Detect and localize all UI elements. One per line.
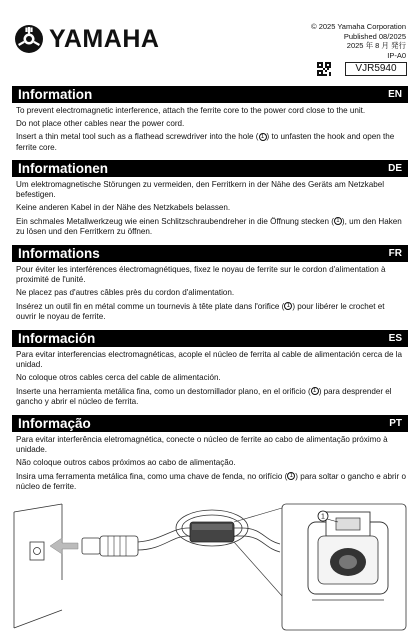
ferrite-core-detail bbox=[308, 512, 388, 600]
language-code: DE bbox=[388, 163, 402, 174]
section-title: Information bbox=[18, 87, 93, 102]
insert-arrow-icon bbox=[50, 538, 78, 554]
qr-code bbox=[317, 62, 331, 76]
callout-label: 1 bbox=[321, 513, 325, 521]
paragraph: Não coloque outros cabos próximos ao cabo de alimentação. bbox=[16, 458, 236, 468]
paragraph: Para evitar interferência eletromagnética, conecte o núcleo de ferrite ao cabo de alimentação próximo à unidade. bbox=[16, 435, 388, 455]
section-title: Informations bbox=[18, 246, 100, 261]
paragraph: Ein schmales Metallwerkzeug wie einen Schlitzschraubendreher in die Öffnung stecken ( 1 ), um den Haken zu lösen und den Ferritkern zu öffnen. bbox=[16, 216, 402, 236]
language-code: ES bbox=[388, 333, 402, 344]
publication-info bbox=[311, 22, 406, 60]
section-header bbox=[12, 245, 408, 262]
paragraph: Keine anderen Kabel in der Nähe des Netzkabels belassen. bbox=[16, 203, 231, 213]
paragraph: Para evitar interferencias electromagnéticas, acople el núcleo de ferrita al cable de alimentación cerca de la unidad. bbox=[16, 350, 403, 370]
paragraph: Do not place other cables near the power cord. bbox=[16, 119, 185, 129]
paragraph: No coloque otros cables cerca del cable de alimentación. bbox=[16, 373, 221, 383]
hole-marker: 1 bbox=[284, 302, 292, 310]
brand-logo bbox=[14, 24, 159, 54]
paragraph: Um elektromagnetische Störungen zu vermeiden, den Ferritkern in der Nähe des Geräts am Netzkabel befestigen. bbox=[16, 180, 384, 200]
section-header bbox=[12, 86, 408, 103]
copyright: © 2025 Yamaha Corporation bbox=[311, 22, 406, 31]
paragraph: Ne placez pas d'autres câbles près du cordon d'alimentation. bbox=[16, 288, 235, 298]
paragraph: To prevent electromagnetic interference, attach the ferrite core to the power cord close to the unit. bbox=[16, 106, 366, 115]
paragraph: Insira uma ferramenta metálica fina, como uma chave de fenda, no orifício ( 1 ) para soltar o gancho e abrir o núcleo de ferrite. bbox=[16, 471, 406, 491]
ferrite-core bbox=[190, 522, 234, 542]
section-de bbox=[12, 160, 408, 237]
language-code: FR bbox=[388, 248, 402, 259]
published-date: Published 08/2025 bbox=[343, 31, 406, 41]
hole-marker: 1 bbox=[334, 217, 342, 225]
language-code: PT bbox=[389, 418, 402, 429]
section-es bbox=[12, 330, 408, 407]
unit-panel bbox=[14, 504, 62, 628]
published-date-jp: 2025 年 8 月 発行 bbox=[346, 41, 406, 50]
yamaha-tuning-forks-icon bbox=[14, 24, 44, 54]
hole-marker: 1 bbox=[259, 133, 267, 141]
paragraph: Insérez un outil fin en métal comme un tournevis à tête plate dans l'orifice ( 1 ) pour libérer le crochet et ouvrir le noyau de ferrite. bbox=[16, 301, 385, 321]
section-title: Informação bbox=[18, 416, 91, 431]
section-fr bbox=[12, 245, 408, 322]
section-header bbox=[12, 330, 408, 347]
power-plug bbox=[82, 536, 138, 556]
brand-name: YAMAHA bbox=[49, 25, 160, 53]
language-code: EN bbox=[388, 89, 402, 100]
section-title: Información bbox=[18, 331, 96, 346]
hole-marker: 1 bbox=[311, 387, 319, 395]
paragraph: Inserte una herramienta metálica fina, como un destornillador plano, en el orificio ( 1 ) para desprender el gancho y abrir el núcleo de ferrita. bbox=[16, 386, 392, 406]
document-code: VJR5940 bbox=[345, 62, 407, 76]
section-header bbox=[12, 415, 408, 432]
paragraph: Insert a thin metal tool such as a flathead screwdriver into the hole ( 1 ) to unfasten the hook and open the ferrite core. bbox=[16, 132, 395, 152]
ferrite-core-illustration bbox=[12, 500, 408, 632]
section-title: Informationen bbox=[18, 161, 108, 176]
paragraph: Pour éviter les interférences électromagnétiques, fixez le noyau de ferrite sur le cordon d'alimentation à proximité de l'unité. bbox=[16, 265, 386, 285]
section-header bbox=[12, 160, 408, 177]
section-pt bbox=[12, 415, 408, 492]
print-code: IP-A0 bbox=[387, 50, 406, 60]
hole-marker: 1 bbox=[287, 472, 295, 480]
section-en bbox=[12, 86, 408, 153]
